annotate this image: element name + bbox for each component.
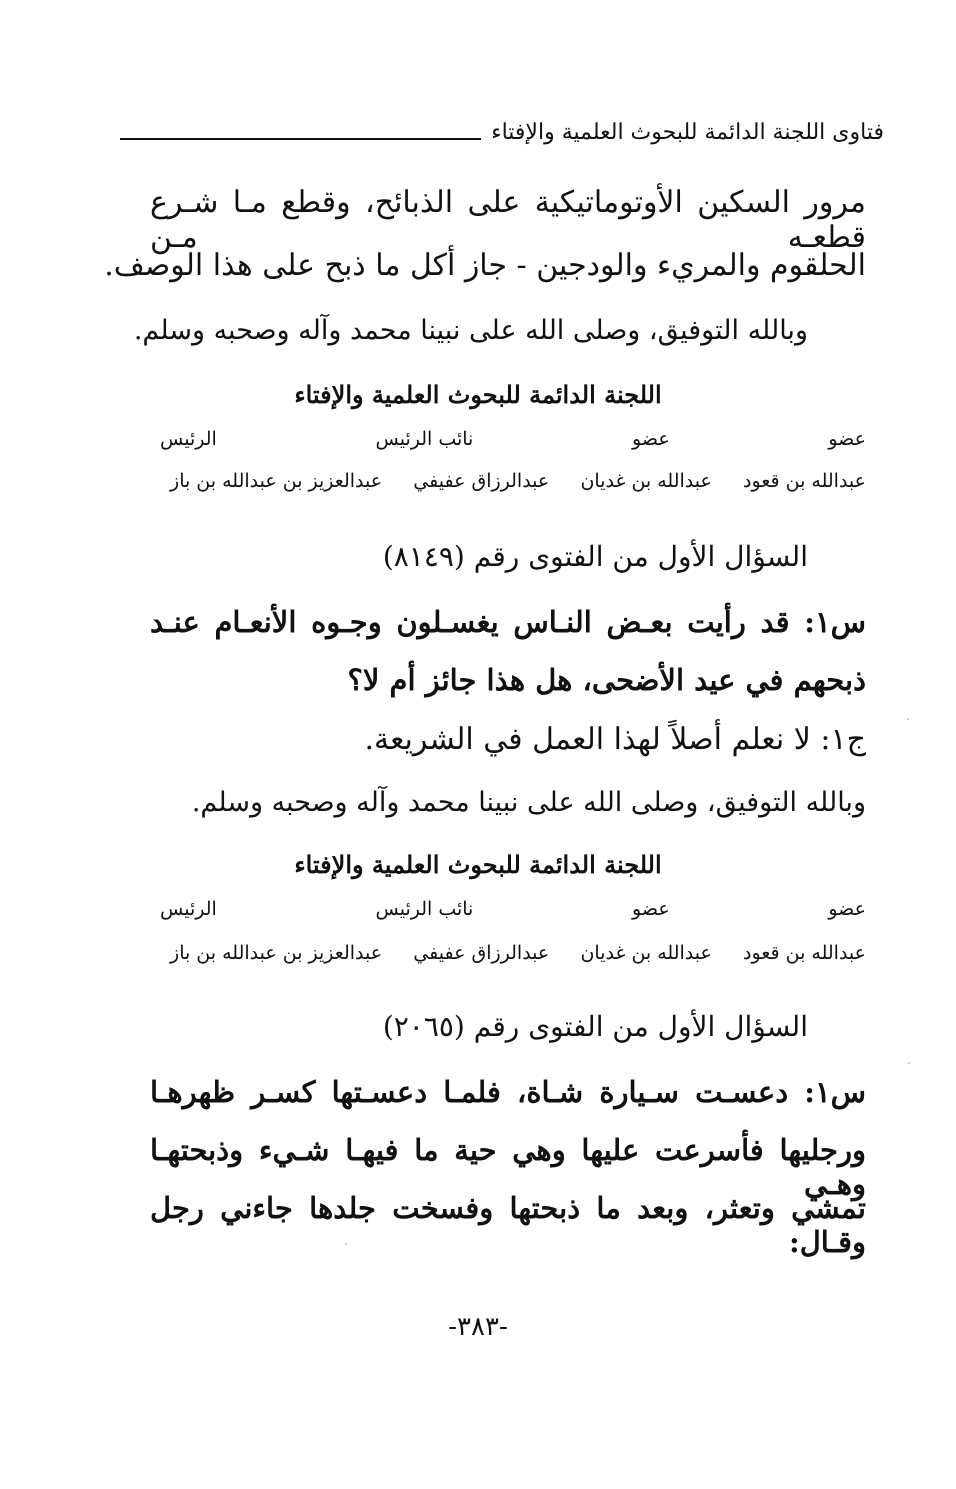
- question-line: ورجليها فأسرعت عليها وهي حية ما فيهـا شـيء وذبحتهـا وهـي: [150, 1133, 866, 1201]
- signature-name: عبدالرزاق عفيفي: [413, 942, 550, 964]
- question-line: س١: دعسـت سـيارة شـاة، فلمـا دعسـتها كسـر ظهرهـا: [150, 1075, 866, 1109]
- committee-title: اللجنة الدائمة للبحوث العلمية والإفتاء: [294, 850, 662, 879]
- signature-role: نائب الرئيس: [375, 898, 474, 920]
- paragraph-line: مرور السكين الأوتوماتيكية على الذبائح، وقطع مـا شـرع قطعـه مـن: [150, 185, 866, 255]
- signature-name: عبدالله بن قعود: [743, 470, 866, 492]
- running-header: [120, 112, 884, 152]
- paragraph-line: الحلقوم والمريء والودجين - جاز أكل ما ذبح على هذا الوصف.: [104, 248, 866, 283]
- signature-name: عبدالله بن غديان: [580, 470, 712, 492]
- question-line: ذبحهم في عيد الأضحى، هل هذا جائز أم لا؟: [347, 663, 866, 697]
- header-rule: [120, 138, 481, 140]
- question-line: س١: قد رأيت بعـض النـاس يغسـلون وجـوه الأنعـام عنـد: [150, 605, 866, 639]
- scan-speck: [907, 718, 909, 720]
- question-line: تمشي وتعثر، وبعد ما ذبحتها وفسخت جلدها جاءني رجل وقـال:: [150, 1191, 866, 1259]
- signature-role: الرئيس: [160, 898, 217, 920]
- closing-line: وبالله التوفيق، وصلى الله على نبينا محمد وآله وصحبه وسلم.: [191, 787, 866, 818]
- signature-role: عضو: [632, 428, 670, 450]
- signature-names: [170, 470, 866, 492]
- signature-role: عضو: [828, 898, 866, 920]
- scan-speck: [345, 1243, 347, 1245]
- signature-name: عبدالرزاق عفيفي: [413, 470, 550, 492]
- fatwa-heading: السؤال الأول من الفتوى رقم (٨١٤٩): [382, 540, 808, 573]
- signature-name: عبدالله بن قعود: [743, 942, 866, 964]
- signature-names: [170, 942, 866, 964]
- signature-role: نائب الرئيس: [375, 428, 474, 450]
- signature-name: عبدالعزيز بن عبدالله بن باز: [170, 470, 383, 492]
- page-number: -٣٨٣-: [448, 1312, 508, 1342]
- signature-roles: [160, 898, 866, 920]
- scan-speck: [908, 1062, 910, 1064]
- signature-name: عبدالعزيز بن عبدالله بن باز: [170, 942, 383, 964]
- fatwa-heading: السؤال الأول من الفتوى رقم (٢٠٦٥): [382, 1010, 808, 1043]
- closing-line: وبالله التوفيق، وصلى الله على نبينا محمد وآله وصحبه وسلم.: [133, 315, 808, 346]
- signature-name: عبدالله بن غديان: [580, 942, 712, 964]
- header-title: فتاوى اللجنة الدائمة للبحوث العلمية والإفتاء: [491, 119, 884, 145]
- signature-role: الرئيس: [160, 428, 217, 450]
- committee-title: اللجنة الدائمة للبحوث العلمية والإفتاء: [294, 380, 662, 409]
- signature-roles: [160, 428, 866, 450]
- answer-line: ج١: لا نعلم أصلاً لهذا العمل في الشريعة.: [364, 722, 866, 757]
- signature-role: عضو: [828, 428, 866, 450]
- signature-role: عضو: [632, 898, 670, 920]
